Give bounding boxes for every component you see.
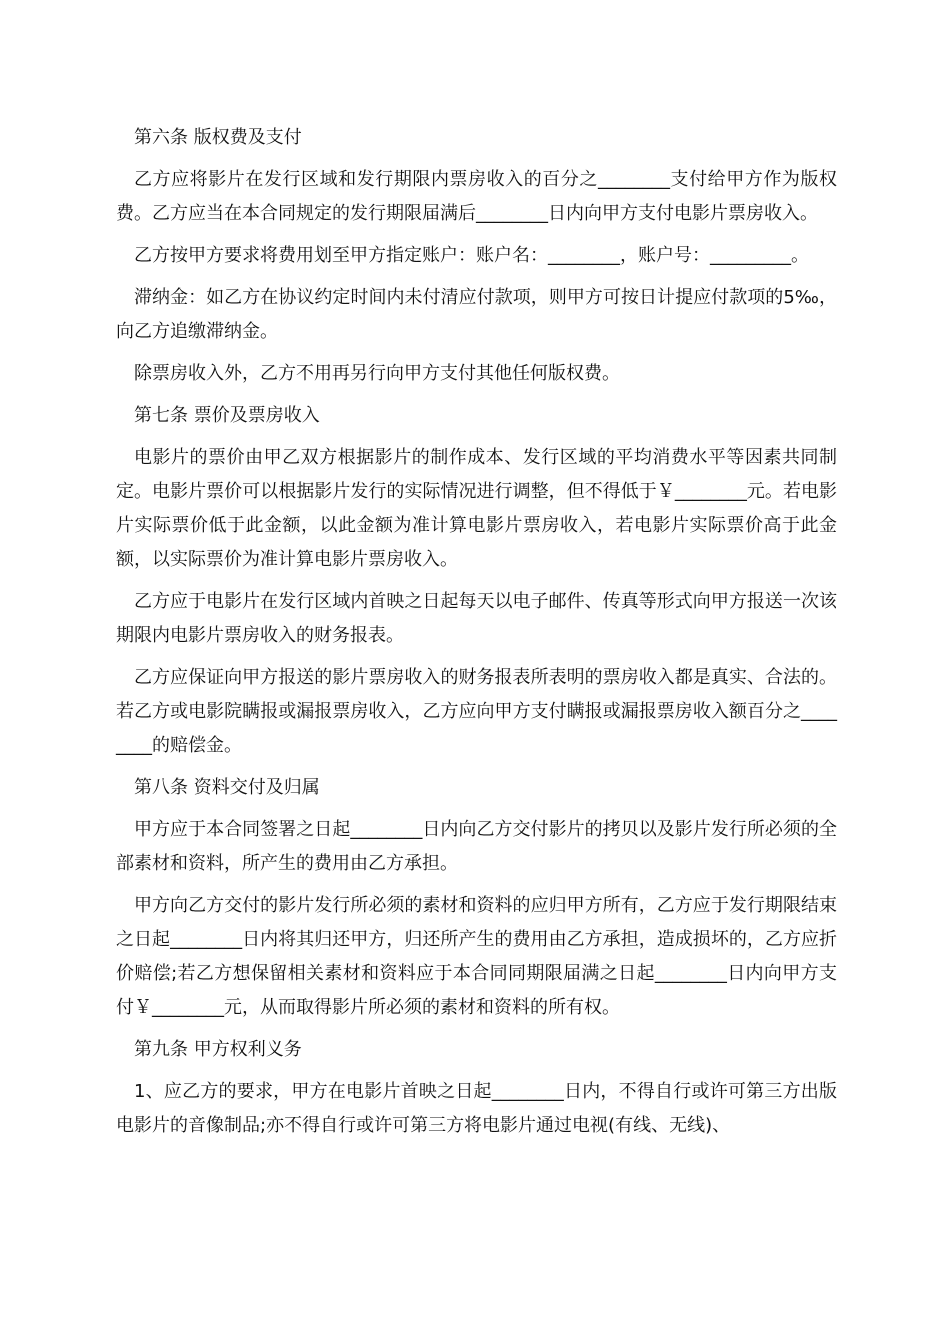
article-9-item-1-paragraph: 1、应乙方的要求，甲方在电影片首映之日起________日内，不得自行或许可第三方出版电影片的音像制品;亦不得自行或许可第三方将电影片通过电视(有线、无线)、 [116,1081,837,1136]
article-6-royalty-paragraph: 乙方应将影片在发行区域和发行期限内票房收入的百分之________支付给甲方作为版权费。乙方应当在本合同规定的发行期限届满后________日内向甲方支付电影片票房收入。 [116,169,837,224]
article-7-compensation-paragraph: 乙方应保证向甲方报送的影片票房收入的财务报表所表明的票房收入都是真实、合法的。若乙方或电影院瞒报或漏报票房收入，乙方应向甲方支付瞒报或漏报票房收入额百分之________的赔偿金。 [116,667,837,756]
article-7-heading: 第七条 票价及票房收入 [134,405,320,426]
article-6-no-other-fee-paragraph: 除票房收入外，乙方不用再另行向甲方支付其他任何版权费。 [134,363,620,384]
article-7-ticket-price-paragraph: 电影片的票价由甲乙双方根据影片的制作成本、发行区域的平均消费水平等因素共同制定。电影片票价可以根据影片发行的实际情况进行调整，但不得低于￥________元。若电影片实际票价低于此金额，以此金额为准计算电影片票房收入，若电影片实际票价高于此金额，以实际票价为准计算电影片票房收入。 [116,447,837,570]
document-body [116,121,837,1151]
article-8-delivery-paragraph: 甲方应于本合同签署之日起________日内向乙方交付影片的拷贝以及影片发行所必须的全部素材和资料，所产生的费用由乙方承担。 [116,819,837,874]
article-7-daily-report-paragraph: 乙方应于电影片在发行区域内首映之日起每天以电子邮件、传真等形式向甲方报送一次该期限内电影片票房收入的财务报表。 [116,591,837,646]
article-9-heading: 第九条 甲方权利义务 [134,1039,302,1060]
article-6-late-fee-paragraph: 滞纳金：如乙方在协议约定时间内未付清应付款项，则甲方可按日计提应付款项的5‰，向乙方追缴滞纳金。 [116,287,837,342]
article-6-heading: 第六条 版权费及支付 [134,127,302,148]
article-8-ownership-paragraph: 甲方向乙方交付的影片发行所必须的素材和资料的应归甲方所有，乙方应于发行期限结束之日起________日内将其归还甲方，归还所产生的费用由乙方承担，造成损坏的，乙方应折价赔偿;若乙方想保留相关素材和资料应于本合同同期限届满之日起________日内向甲方支付￥________元，从而取得影片所必须的素材和资料的所有权。 [116,895,837,1018]
article-8-heading: 第八条 资料交付及归属 [134,777,320,798]
article-6-account-paragraph: 乙方按甲方要求将费用划至甲方指定账户：账户名：________，账户号：_________。 [134,245,809,266]
